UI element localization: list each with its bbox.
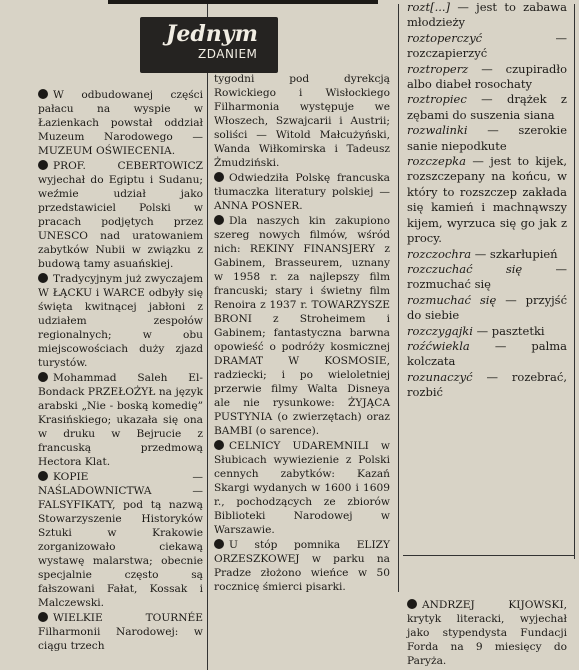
logo-line-1: Jednym	[166, 21, 258, 47]
glossary-entry	[407, 247, 567, 262]
column-1	[38, 88, 203, 654]
column-2	[214, 72, 390, 595]
glossary-entry	[407, 92, 567, 123]
news-text: PROF. CEBERTOWICZ wyjechał do Egiptu i Sudanu; weźmie udział jako przedstawiciel Polski w pracach podjętych przez UNESCO nad uratowaniem zabytków Nubii w związku z budową tamy asuańskiej.	[38, 160, 203, 270]
news-item	[38, 159, 203, 271]
glossary-term: roztoperczyć	[407, 30, 483, 45]
glossary-term: roztroperz	[407, 61, 469, 76]
news-item	[214, 538, 390, 594]
glossary-entry	[407, 123, 567, 154]
news-text: ANDRZEJ KIJOWSKI, krytyk literacki, wyjechał jako stypendysta Fundacji Forda na 9 miesięcy do Paryża.	[407, 599, 567, 667]
glossary-term: roźćwiekla	[407, 338, 470, 353]
bullet-icon	[214, 215, 224, 225]
glossary-box	[407, 0, 567, 401]
glossary-def: — pasztetki	[476, 323, 545, 338]
glossary-entry	[407, 339, 567, 370]
news-text: tygodni pod dyrekcją Rowickiego i Wisłockiego Filharmonia występuje we Włoszech, Szwajcarii i Austrii; soliści — Witold Małcużyński, Wanda Wiłkomirska i Tadeusz Żmudziński.	[214, 73, 390, 169]
glossary-term: rozczepka	[407, 154, 466, 169]
bullet-icon	[214, 440, 224, 450]
news-item	[38, 272, 203, 370]
glossary-def: — jest to zabawa młodzieży	[407, 0, 567, 30]
news-item-kijowski	[407, 598, 567, 668]
glossary-def: — rozmuchać się	[407, 261, 568, 292]
glossary-def: — szerokie sanie niepodkute	[407, 123, 568, 153]
glossary-term: roztropiec	[407, 92, 467, 107]
glossary-def: — szkarłupień	[474, 246, 558, 261]
glossary-term: rozwalinki	[407, 123, 468, 138]
bullet-icon	[38, 273, 48, 283]
section-logo	[140, 17, 278, 73]
bullet-icon	[38, 372, 48, 382]
glossary-def: — rozebrać, rozbić	[407, 369, 567, 400]
glossary-def: — przyjść do siebie	[407, 292, 568, 323]
news-text: U stóp pomnika ELIZY ORZESZKOWEJ w parku na Pradze złożono wieńce w 50 rocznicę śmierci pisarki.	[214, 539, 390, 593]
glossary-term: rozunaczyć	[407, 369, 473, 384]
news-item	[214, 72, 390, 170]
news-text: KOPIE — NAŚLADOWNICTWA — FALSYFIKATY, pod tą nazwą Stowarzyszenie Historyków Sztuki w Krakowie zorganizowało ciekawą wystawę malarstwa; obecnie specjalnie często są fałszowani Fałat, Kossak i Malczewski.	[38, 471, 203, 609]
news-text: Mohammad Saleh El-Bondack PRZEŁOŻYŁ na język arabski „Nie - boską komedię” Krasińskiego; ukazała się ona w druku w Bejrucie z francuską przedmową Hectora Klat.	[38, 372, 203, 468]
news-item	[214, 171, 390, 213]
glossary-entry	[407, 62, 567, 93]
news-item	[38, 611, 203, 653]
glossary-entry	[407, 293, 567, 324]
news-item	[38, 470, 203, 610]
glossary-def: — palma kolczata	[407, 338, 568, 369]
glossary-def: — czupiradło albo diabeł rosochaty	[407, 61, 567, 92]
column-divider	[207, 4, 208, 670]
glossary-entry	[407, 0, 567, 31]
bullet-icon	[214, 539, 224, 549]
bullet-icon	[38, 89, 48, 99]
glossary-entry	[407, 370, 567, 401]
glossary-term: rozczochra	[407, 246, 472, 261]
column-divider	[398, 4, 399, 592]
logo-line-2: ZDANIEM	[198, 47, 258, 61]
bullet-icon	[38, 612, 48, 622]
bullet-icon	[407, 599, 417, 609]
top-rule	[108, 0, 378, 4]
glossary-term: rozczygajki	[407, 323, 473, 338]
news-item	[214, 439, 390, 537]
news-text: WIELKIE TOURNÉE Filharmonii Narodowej: w ciągu trzech	[38, 612, 203, 652]
news-item	[214, 214, 390, 438]
glossary-entry	[407, 31, 567, 62]
news-text: Tradycyjnym już zwyczajem W ŁĄCKU i WARCE odbyły się święta kwitnącej jabłoni z udziałem zespołów regionalnych; w obu miejscowościach duży zjazd turystów.	[38, 273, 203, 369]
glossary-term: rozczuchać się	[407, 261, 523, 276]
bullet-icon	[214, 172, 224, 182]
glossary-def: — drążek z zębami do suszenia siana	[407, 92, 567, 122]
glossary-def: — rozczapierzyć	[407, 30, 567, 61]
news-item	[38, 88, 203, 158]
glossary-entry	[407, 154, 567, 246]
bullet-icon	[38, 160, 48, 170]
news-text: Dla naszych kin zakupiono szereg nowych filmów, wśród nich: REKINY FINANSJERY z Gabinem, Brasseurem, uznany w 1958 r. za najlepszy film francuski; stary i świetny film Renoira z 1937 r. TOWARZYSZE BRONI z Stroheimem i Gabinem; fantastyczna barwna opowieść o podróży kosmicznej DRAMAT W KOSMOSIE, radziecki; i po wieloletniej przerwie filmy Walta Disneya ale nie rysunkowe: ŻYJĄCA PUSTYNIA (o zwierzętach) oraz BAMBI (o sarence).	[214, 215, 390, 437]
box-border	[574, 4, 575, 559]
glossary-def: — jest to kijek, rozszczepany na końcu, w który to rozszczep zakłada się kamień i machnąwszy kijem, wyrzuca się go jak z procy.	[407, 154, 567, 246]
news-text: W odbudowanej części pałacu na wyspie w Łazienkach powstał oddział Muzeum Narodowego — MUZEUM OŚWIECENIA.	[38, 89, 203, 157]
bullet-icon	[38, 471, 48, 481]
glossary-entry	[407, 262, 567, 293]
news-item	[38, 371, 203, 469]
box-border-bottom	[403, 555, 574, 556]
glossary-term: rozmuchać się	[407, 292, 497, 307]
news-text: Odwiedziła Polskę francuska tłumaczka literatury polskiej — ANNA POSNER.	[214, 172, 390, 212]
news-text: CELNICY UDAREMNILI w Słubicach wywiezienie z Polski cennych zabytków: Kazań Skargi wydanych w 1600 i 1609 r., pochodzących ze zbiorów Biblioteki Narodowej w Warszawie.	[214, 440, 390, 536]
glossary-term: rozt[...]	[407, 0, 451, 14]
glossary-entry	[407, 324, 567, 339]
